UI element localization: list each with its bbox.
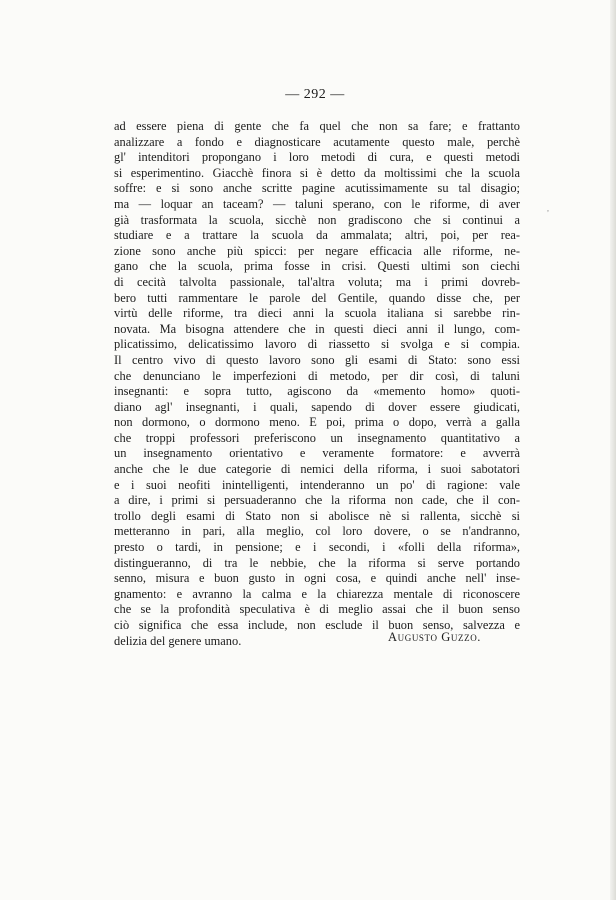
page-edge-shadow [610,0,616,900]
text-line: a dire, i primi si persuaderanno che la riforma non cade, che il con- [114,493,520,508]
text-line: virtù delle riforme, tra dieci anni la scuola italiana si sarebbe rin- [114,306,520,321]
text-line: senno, misura e buon gusto in ogni cosa, e quindi anche nell' inse- [114,571,520,586]
text-line: studiare e a trattare la scuola da ammalata; altri, poi, per rea- [114,228,520,243]
text-line: distingueranno, di tra le nebbie, che la riforma si serve portando [114,555,520,570]
text-line: di cecità talvolta passionale, tal'altra voluta; ma i primi dovreb- [114,274,520,289]
text-line: e i suoi neofiti inintelligenti, intenderanno un po' di ragione: vale [114,477,520,492]
margin-speck: , [547,204,549,213]
text-line: diano agl' insegnanti, i quali, sapendo di dover essere giudicati, [114,399,520,414]
author-signature: Augusto Guzzo. [388,630,482,644]
text-line: delizia del genere umano. [114,633,242,648]
text-line: novata. Ma bisogna attendere che in questi dieci anni il lungo, com- [114,321,520,336]
text-line: trollo degli esami di Stato non si abolisce nè si rallenta, sicchè si [114,508,520,523]
text-line: gnamento: e avranno la calma e la chiarezza mentale di riconoscere [114,586,520,601]
text-line: Il centro vivo di questo lavoro sono gli esami di Stato: sono essi [114,352,520,367]
text-line: ciò significa che essa include, non esclude il buon senso, salvezza e [114,618,520,632]
text-line: presto o tardi, in pensione; e i secondi, i «folli della riforma», [114,540,520,555]
text-line: bero tutti rammentare le parole del Gentile, quando disse che, per [114,290,520,305]
text-line: zione sono anche più spicci: per negare efficacia alle riforme, ne- [114,243,520,258]
text-line: anche che le due categorie di nemici della riforma, i suoi sabotatori [114,462,520,477]
text-line: gano che la scuola, prima fosse in crisi. Questi ultimi son ciechi [114,259,520,274]
text-line: che denunciano le imperfezioni di metodo, per dir così, di taluni [114,368,520,383]
text-line: già trasformata la scuola, sicchè non gradiscono che si continui a [114,212,520,227]
page-number: — 292 — [285,87,345,102]
text-line: ad essere piena di gente che fa quel che non sa fare; e frattanto [114,119,520,133]
text-line: si esperimentino. Giacchè finora si è detto da moltissimi che la scuola [114,165,520,180]
text-line: che se la profondità speculativa è di meglio assai che il buon senso [114,602,520,617]
text-line: metteranno in pari, alla meglio, col loro dovere, o se n'andranno, [114,524,520,539]
text-line: analizzare a fondo e diagnosticare acutamente questo male, perchè [114,134,520,149]
text-line: insegnanti: e sopra tutto, agiscono da «memento homo» quoti- [114,384,520,399]
text-line: plicatissimo, delicatissimo lavoro di riassetto si svolga e si compia. [114,337,520,352]
text-line: non dormono, o dormono meno. E poi, prima o dopo, verrà a galla [114,415,520,430]
body-text [114,119,520,649]
text-line: che troppi professori preferiscono un insegnamento quantitativo a [114,430,520,445]
text-line: ma — loquar an taceam? — taluni sperano, con le riforme, di aver [114,196,520,211]
text-line: un insegnamento orientativo e veramente formatore: e avverrà [114,446,520,461]
text-line: soffre: e si sono anche scritte pagine acutissimamente su tal disagio; [114,181,520,196]
text-line: gl' intenditori propongano i loro metodi di cura, e questi metodi [114,150,520,165]
